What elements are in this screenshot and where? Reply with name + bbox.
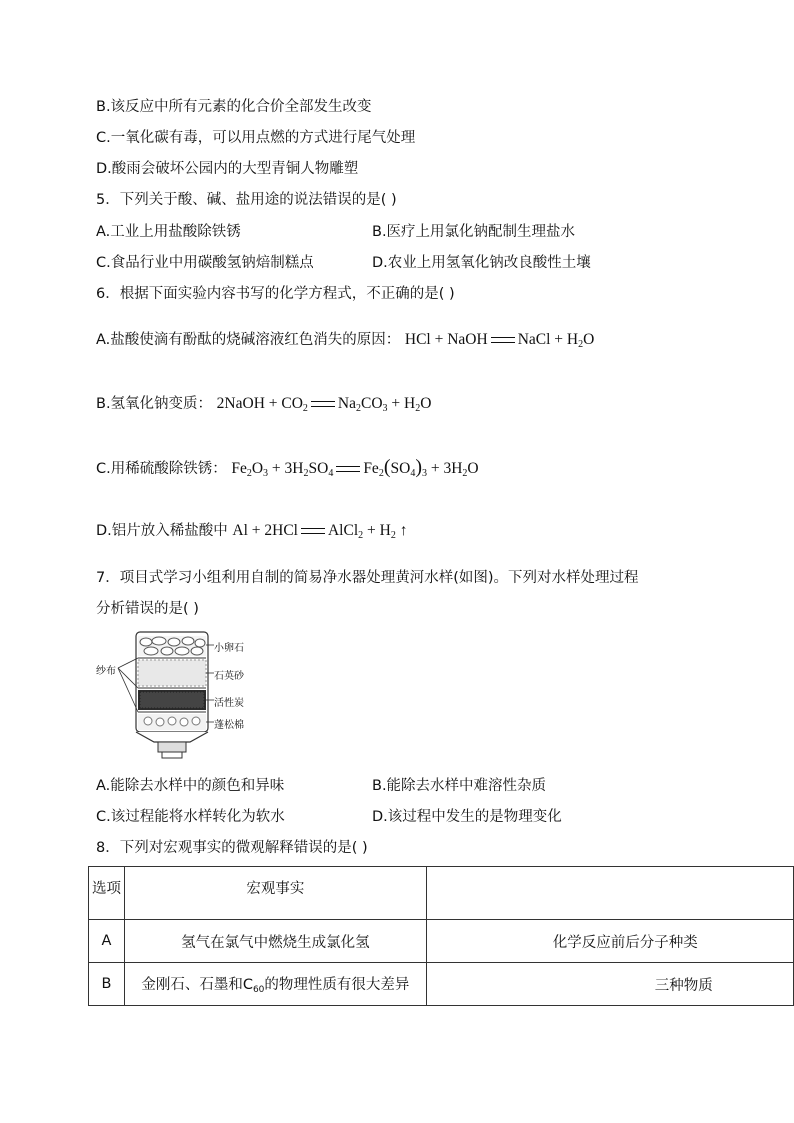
row-b-option: B [89,963,125,1006]
row-b-fact [124,963,426,1006]
q8-stem: 8．下列对宏观事实的微观解释错误的是( ) [96,840,368,856]
label-carbon: 活性炭 [214,698,244,709]
table-row [89,920,794,963]
row-a-explanation: 化学反应前后分子种类 [426,920,793,963]
q7-option-a: A.能除去水样中的颜色和异味 [96,778,285,794]
q5-stem: 5．下列关于酸、碱、盐用途的说法错误的是( ) [96,192,397,208]
q7-option-b: B.能除去水样中难溶性杂质 [372,778,547,794]
sand-layer [138,660,206,686]
label-sand: 石英砂 [214,671,244,682]
q7-option-d: D.该过程中发生的是物理变化 [372,809,562,825]
header-option: 选项 [89,867,125,920]
q7-stem-line1: 7．项目式学习小组利用自制的简易净水器处理黄河水样(如图)。下列对水样处理过程 [96,570,639,586]
header-fact: 宏观事实 [124,867,426,920]
q4-option-d: D.酸雨会破坏公园内的大型青铜人物雕塑 [96,161,359,177]
q5-option-a: A.工业上用盐酸除铁锈 [96,224,241,240]
carbon-layer [138,690,206,710]
label-pebble: 小卵石 [214,643,244,654]
header-explanation [426,867,793,920]
row-b-fact-sub: 60 [252,985,265,995]
q6-option-a-text: A.盐酸使滴有酚酞的烧碱溶液红色消失的原因： [96,332,401,348]
row-b-fact-prefix: 金刚石、石墨和C [141,977,253,993]
q6-option-c-text: C.用稀硫酸除铁锈： [96,461,227,477]
q5-option-c: C.食品行业中用碳酸氢钠焙制糕点 [96,255,314,271]
q5-option-b: B.医疗上用氯化钠配制生理盐水 [372,224,576,240]
row-b-fact-suffix: 的物理性质有很大差异 [264,977,410,993]
q4-option-b: B.该反应中所有元素的化合价全部发生改变 [96,99,372,115]
q7-option-c: C.该过程能将水样转化为软水 [96,809,285,825]
q5-option-d: D.农业上用氢氧化钠改良酸性土壤 [372,255,591,271]
row-a-option: A [89,920,125,963]
q6-option-d-equation: Al + 2HCl AlCl$_2$ + $H_2$ ↑ [232,522,408,541]
q7-stem-line2: 分析错误的是( ) [96,601,199,617]
q6-option-c-equation: $Fe_2O_3 + 3H_2SO_4$ $Fe_2(SO_4)_3 + 3H_2O$ [231,456,479,479]
q6-option-a-equation: HCl + NaOH NaCl + $H_2O$ [404,331,595,350]
q4-option-c: C.一氧化碳有毒，可以用点燃的方式进行尾气处理 [96,130,416,146]
table-row [89,963,794,1006]
q6-option-d-text: D.铝片放入稀盐酸中 [96,523,228,539]
q8-table [88,866,794,1006]
q6-option-d [96,521,407,546]
table-header-row [89,867,794,920]
q6-stem: 6．根据下面实验内容书写的化学方程式，不正确的是( ) [96,286,455,302]
pebble-layer [138,636,206,656]
label-cotton: 蓬松棉 [214,720,244,731]
row-b-explanation: 三种物质 [426,963,793,1006]
water-purifier-figure [96,630,256,765]
q6-option-b-equation: 2NaOH + $CO_2$ $Na_2CO_3 + H_2O$ [216,395,432,414]
q6-option-b [96,394,431,419]
q6-option-a [96,330,594,355]
q6-option-b-text: B.氢氧化钠变质： [96,396,213,412]
row-a-fact: 氢气在氯气中燃烧生成氯化氢 [124,920,426,963]
cotton-layer [138,714,206,730]
label-gauze: 纱布 [96,666,116,677]
q6-option-c [96,457,479,484]
